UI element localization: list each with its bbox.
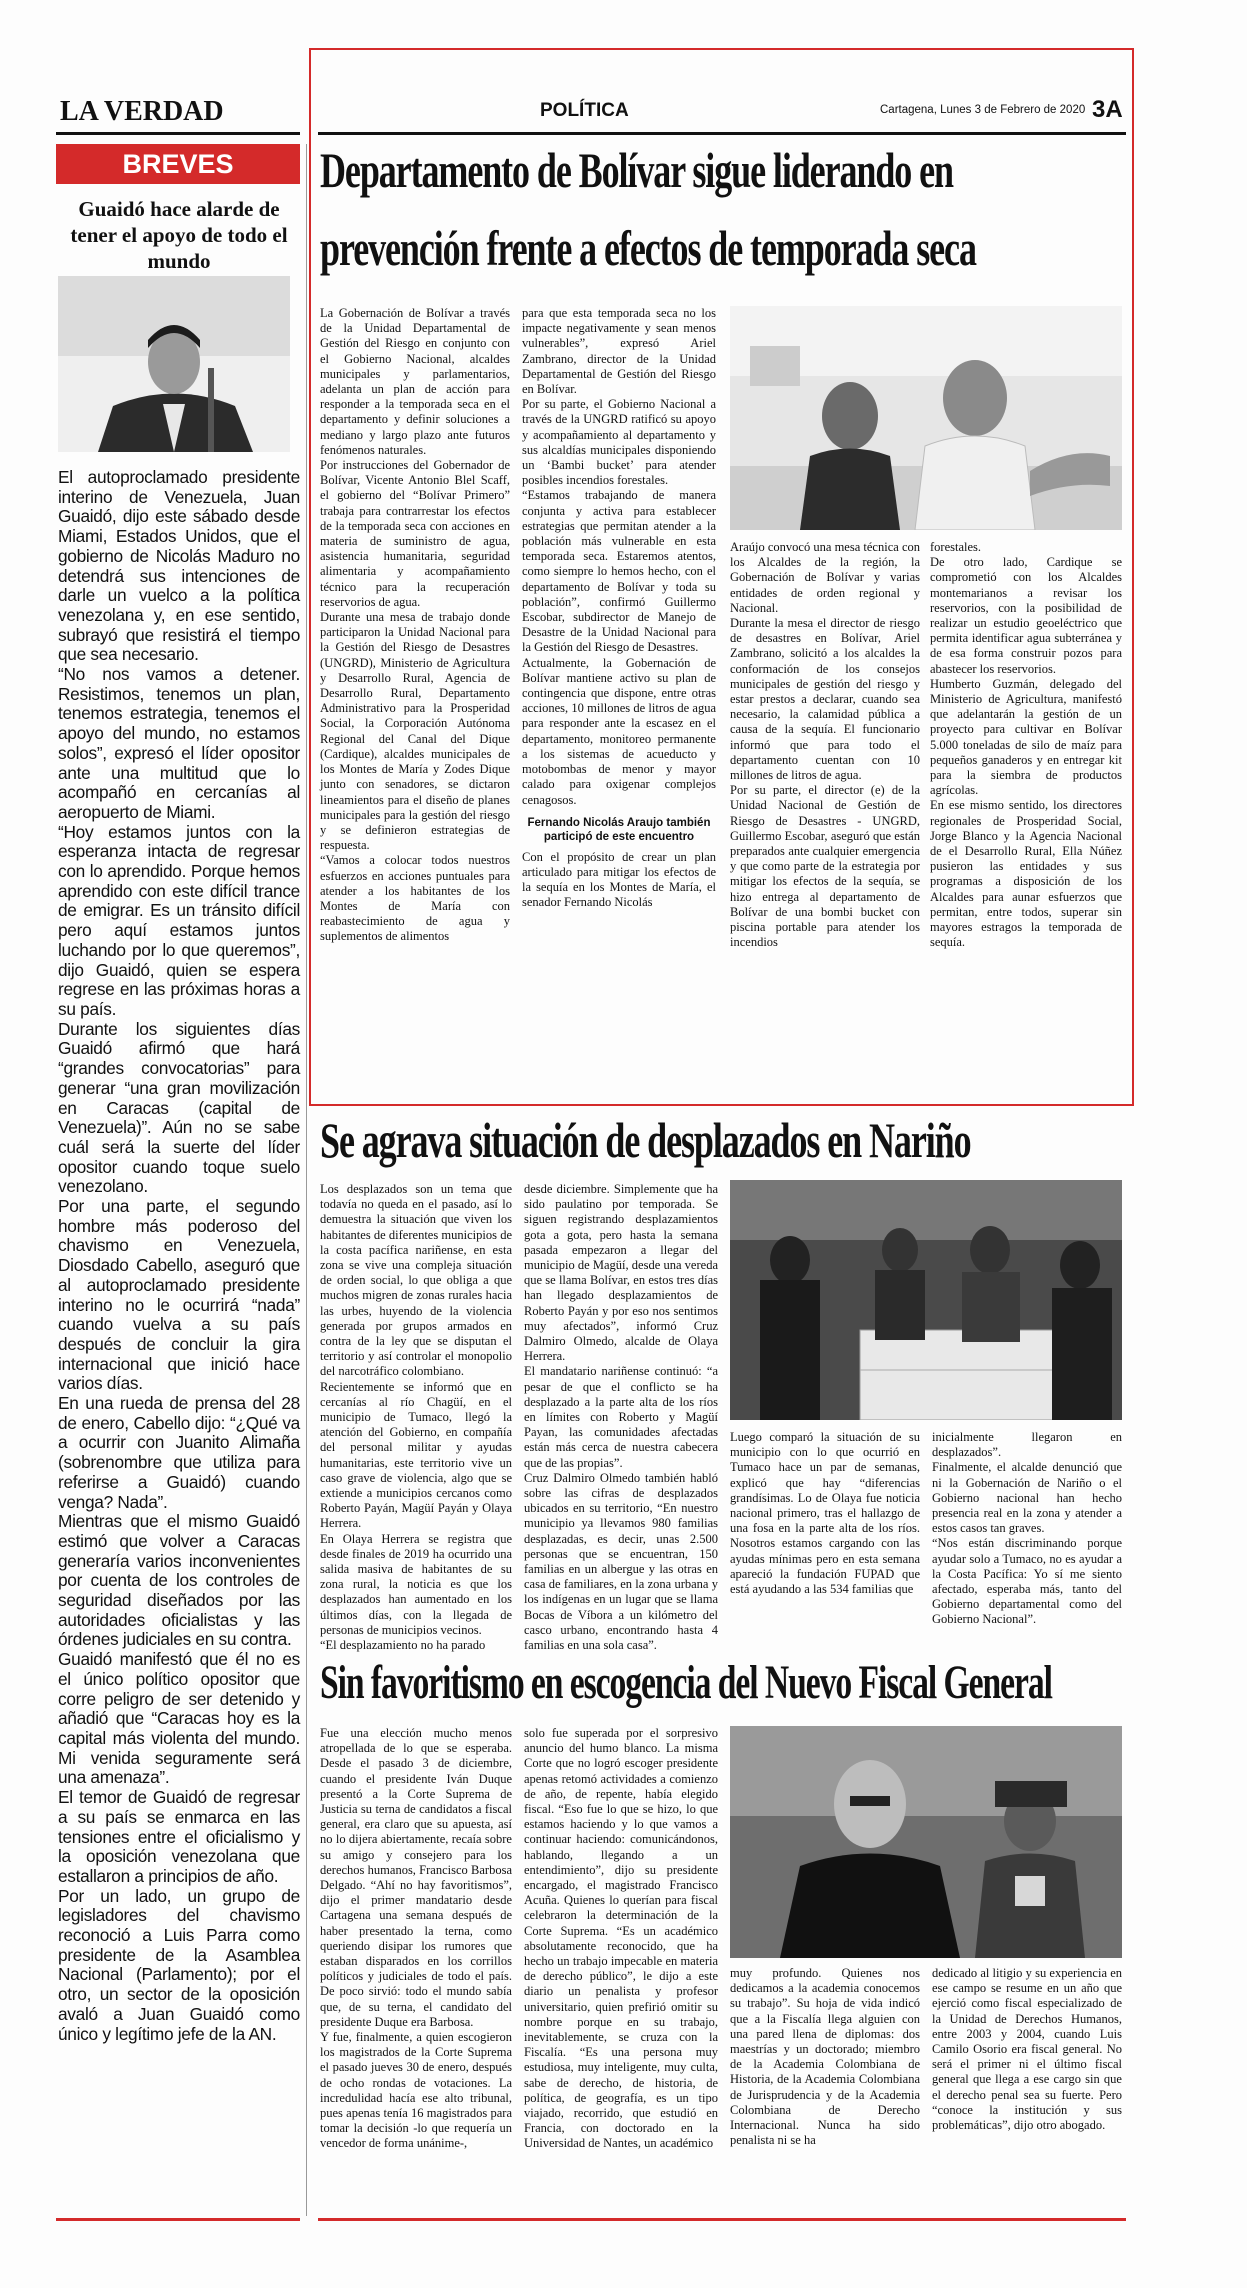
article2-paragraph: Los desplazados son un tema que todavía no queda en el pasado, así lo demuestra la situación que viven los habitantes de diferentes municipios de la costa pacífica nariñense, en esta zona se vive una compleja situación de orden social, lo que obliga a que muchos migren de zonas rurales hacia las urbes, huyendo de la violencia generada por grupos armados en contra de la ley que se disputan el territorio y así controlar el monopolio del narcotráfico colombiano.	[320, 1182, 512, 1379]
guaido-photo	[58, 276, 290, 452]
breves-headline: Guaidó hace alarde de tener el apoyo de todo el mundo	[70, 197, 288, 273]
meeting-photo	[730, 306, 1122, 530]
article3-paragraph: muy profundo. Quienes nos dedicamos a la academia conocemos su trabajo”. Su hoja de vida indicó que a la Fiscalía llega alguien con una pared llena de diplomas: dos maestrías y un doctorado; miembro de la Academia Colombiana de Historia, de la Academia Colombiana de Jurisprudencia y de la Academia Colombiana de Derecho Internacional. Nunca ha sido penalista ni se ha	[730, 1966, 920, 2148]
article3-col1	[320, 1726, 512, 2152]
article3-headline: Sin favoritismo en escogencia del Nuevo Fiscal General	[320, 1656, 1052, 1709]
article1-col1	[320, 306, 510, 945]
article1-paragraph: Durante la mesa el director de riesgo de desastres en Bolívar, Ariel Zambrano, solicitó a los alcaldes la conformación de los consejos municipales de gestión del riesgo y estar prestos a declarar, cuando sea necesario, la calamidad pública a causa de la sequía. El funcionario informó que para todo el departamento cuentan con 10 millones de litros de agua.	[730, 616, 920, 783]
article1-headline-line2: prevención frente a efectos de temporada seca	[320, 220, 976, 276]
displaced-photo	[730, 1180, 1122, 1420]
article2-paragraph: En Olaya Herrera se registra que desde finales de 2019 ha ocurrido una salida masiva de habitantes de su zona rural, la noticia es que los desplazados han aumentado en los últimos días, con la llegada de personas de municipios vecinos.	[320, 1531, 512, 1637]
article1-paragraph: Humberto Guzmán, delegado del Ministerio de Agricultura, manifestó que adelantarán la gestión de un proyecto para cultivar en Bolívar 5.000 toneladas de silo de maíz para pequeños ganaderos y en entregar kit para la siembra de productos agrícolas.	[930, 676, 1122, 798]
breves-bottom-rule	[56, 2218, 300, 2221]
article2-paragraph: Recientemente se informó que en cercanías al río Chagüí, en el municipio de Tumaco, llegó la atención del Gobierno, en compañía del personal militar y ayudas humanitarias, este territorio vive un caso grave de violencia, algo que se extiende a municipios cercanos como Roberto Payán, Magüí Payán y Olaya Herrera.	[320, 1379, 512, 1531]
paper-name: LA VERDAD	[60, 96, 224, 127]
article1-paragraph: Por su parte, el director (e) de la Unidad Nacional de Gestión de Riesgo de Desastres - UNGRD, Guillermo Escobar, aseguró que están preparados ante cualquier emergencia y que como parte de la estrategia por mitigar los efectos de la sequía, se hizo entrega al departamento de Bolívar de una bombi bucket con piscina portable para atender los incendios	[730, 783, 920, 950]
breves-paragraph: El temor de Guaidó de regresar a su país se enmarca en las tensiones entre el oficialismo y la oposición venezolana que estallaron a principios de año.	[58, 1787, 300, 1886]
article1-paragraph: Por instrucciones del Gobernador de Bolívar, Vicente Antonio Blel Scaff, el gobierno del “Bolívar Primero” trabaja para contrarrestar los efectos de la temporada seca con acciones en materia de suministro de agua, asistencia humanitaria, seguridad alimentaria y acompañamiento técnico para la recuperación reservorios de agua.	[320, 458, 510, 609]
article2-paragraph: “El desplazamiento no ha parado	[320, 1638, 486, 1653]
article2-paragraph: “Nos están discriminando porque ayudar solo a Tumaco, no es ayudar a la Costa Pacífica: Yo sí me siento afectado, esperaba más, tanto del Gobierno departamental como del Gobierno Nacional”.	[932, 1536, 1122, 1627]
breves-paragraph: El autoproclamado presidente interino de Venezuela, Juan Guaidó, dijo este sábado desde Miami, Estados Unidos, que el gobierno de Nicolás Maduro no detendrá sus intenciones de darle un vuelco a la política venezolana y, en ese sentido, subrayó que resistirá el tiempo que sea necesario.	[58, 467, 300, 665]
article1-col3	[730, 540, 920, 950]
page-number: 3A	[1092, 96, 1123, 123]
article2-paragraph: Cruz Dalmiro Olmedo también habló sobre las cifras de desplazados ubicados en su territorio, “En nuestro municipio ya llevamos 980 familias desplazadas, es decir, unas 2.500 personas que se encuentran, 150 familias en un albergue y las otras en casa de familiares, en la zona urbana y los indígenas en un lugar que se llama Bocas de Víbora a un kilómetro del casco urbano, encontrando hasta 4 familias en una sola casa”.	[524, 1470, 718, 1653]
article1-paragraph: En ese mismo sentido, los directores regionales de Prosperidad Social, Jorge Blanco y la Agencia Nacional de el Desarrollo Rural, Ella Núñez pusieron las entidades y sus programas a disposición de los Alcaldes para aunar esfuerzos que permitan, entre todos, superar sin mayores estragos la temporada de sequía.	[930, 798, 1122, 950]
breves-paragraph: Mientras que el mismo Guaidó estimó que volver a Caracas generaría varios inconvenientes por cuenta de los controles de seguridad diseñados por las autoridades oficialistas y las órdenes judiciales en su contra.	[58, 1511, 300, 1650]
article3-paragraph: solo fue superada por el sorpresivo anuncio del humo blanco. La misma Corte que no logró escoger presidente apenas retomó actividades a comienzo de año, de repente, había elegido fiscal. “Eso fue lo que se hizo, lo que estamos haciendo y lo que vamos a continuar haciendo: comunicándonos, hablando, llegando a un entendimiento”, dijo su presidente encargado, el magistrado Francisco Acuña. Quienes lo querían para fiscal celebraron la determinación de la Corte Suprema. “Es un académico absolutamente reconocido, que ha hecho un trabajo impecable en materia de derecho público”, le dijo a este diario un penalista y profesor universitario, quien prefirió omitir su nombre porque en su trabajo, inevitablemente, se cruza con la Fiscalía. “Es una persona muy estudiosa, muy inteligente, muy culta, sabe de derecho, de historia, de política, de geografía, es un tipo viajado, recorrido, que estudió en Francia, con doctorado en la Universidad de Nantes, un académico	[524, 1726, 718, 2151]
breves-label: BREVES	[56, 144, 300, 184]
article1-headline-line1: Departamento de Bolívar sigue liderando en	[320, 142, 953, 198]
article1-paragraph: para que esta temporada seca no los impacte negativamente y sean menos vulnerables”, expresó Ariel Zambrano, director de la Unidad Departamental de Gestión del Riesgo en Bolívar.	[522, 306, 716, 397]
article1-paragraph: Por su parte, el Gobierno Nacional a través de la UNGRD ratificó su apoyo y acompañamiento al departamento y sus alcaldías municipales disponiendo un ‘Bambi bucket’ para atender posibles incendios forestales.	[522, 397, 716, 488]
breves-paragraph: Por una parte, el segundo hombre más poderoso del chavismo en Venezuela, Diosdado Cabello, aseguró que al autoproclamado presidente interino no le ocurrirá “nada” cuando vuelva a su país después de concluir la gira internacional que inició hace varios días.	[58, 1196, 300, 1394]
section-label: POLÍTICA	[540, 100, 629, 121]
column-divider	[306, 144, 307, 2216]
masthead-rule-left	[56, 132, 300, 135]
breves-body	[58, 468, 300, 2044]
article2-paragraph: Finalmente, el alcalde denunció que ni la Gobernación de Nariño o el Gobierno nacional han hecho presencia real en la zona y atender a estos casos tan graves.	[932, 1460, 1122, 1536]
page-date: Cartagena, Lunes 3 de Febrero de 2020	[880, 104, 1086, 116]
breves-paragraph: En una rueda de prensa del 28 de enero, Cabello dijo: “¿Qué va a ocurrir con Juanito Alimaña (sobrenombre que utiliza para referirse a Guaidó) cuando venga? Nada”.	[58, 1393, 300, 1512]
article3-paragraph: dedicado al litigio y su experiencia en ese campo se resume en un año que ejerció como fiscal especializado de la Unidad de Derechos Humanos, entre 2003 y 2004, cuando Luis Camilo Osorio era fiscal general. No será el primer ni el último fiscal general que llega a ese cargo sin que el derecho penal sea su fuerte. Pero “conoce la institución y sus problemáticas”, dijo otro abogado.	[932, 1966, 1122, 2133]
article1-paragraph: De otro lado, Cardique se comprometió con los Alcaldes montemarianos a revisar los reservorios, con la posibilidad de realizar un estudio geoeléctrico que permita identificar agua subterránea y de esa forma construir pozos para abastecer los reservorios.	[930, 555, 1122, 676]
article1-paragraph: Durante una mesa de trabajo donde participaron la Unidad Nacional para la Gestión del Riesgo de Desastres (UNGRD), Ministerio de Agricultura y Desarrollo Rural, Agencia de Desarrollo Rural, Departamento Administrativo para la Prosperidad Social, la Corporación Autónoma Regional del Canal del Dique (Cardique), alcaldes municipales de los Montes de María y Zodes Dique junto con senadores, se dictaron lineamientos para el diseño de planes municipales para la gestión del riesgo y se definieron estrategias de respuesta.	[320, 610, 510, 853]
article1-col2	[522, 306, 716, 911]
article1-paragraph: forestales.	[930, 540, 982, 554]
article1-col4	[930, 540, 1122, 950]
article2-col2	[524, 1182, 718, 1653]
article2-paragraph: desde diciembre. Simplemente que ha sido paulatino por temporada. Se siguen registrando desplazamientos gota a gota, pero hasta la semana pasada empezaron a llegar del municipio de Magüí, desde una vereda que se llama Bolívar, en estos tres días han llegado desplazamientos de Roberto Payán y por eso nos sentimos muy afectados”, informó Cruz Dalmiro Olmedo, alcalde de Olaya Herrera.	[524, 1182, 718, 1364]
article3-col3	[730, 1966, 920, 2148]
article2-col3	[730, 1430, 920, 1597]
article3-col2	[524, 1726, 718, 2152]
article2-col1	[320, 1182, 512, 1653]
fiscal-photo	[730, 1726, 1122, 1958]
breves-paragraph: Guaidó manifestó que él no es el único político opositor que corre peligro de ser detenido y añadió que “Caracas hoy es la capital más violenta del mundo. Mi venida seguramente será una amenaza”.	[58, 1649, 300, 1788]
article2-paragraph: El mandatario nariñense continuó: “a pesar de que el conflicto se ha desplazado a la parte alta de los ríos en límites con Roberto y Magüí Payan, las comunidades afectadas están más cerca de nuestra cabecera que de las propias”.	[524, 1364, 718, 1470]
article1-paragraph: Araújo convocó una mesa técnica con los Alcaldes de la región, la Gobernación de Bolívar y varias entidades de orden regional y Nacional.	[730, 540, 920, 615]
article3-paragraph: Y fue, finalmente, a quien escogieron los magistrados de la Corte Suprema el pasado jueves 30 de enero, después de ocho rondas de votaciones. La incredulidad hacía ese alto tribunal, pues apenas tenía 16 magistrados para tomar la decisión -lo que requería un vencedor de forma unánime-,	[320, 2030, 512, 2151]
page-bottom-rule	[318, 2218, 1126, 2221]
article3-paragraph: Fue una elección mucho menos atropellada de lo que se esperaba. Desde el pasado 3 de diciembre, cuando el presidente Iván Duque presentó a la Corte Suprema de Justicia su terna de candidatos a fiscal general, era claro que su apuesta, así no lo dijera abiertamente, recaía sobre su amigo y consejero para los derechos humanos, Francisco Barbosa Delgado. “Ahí no hay favoritismos”, dijo el primer mandatario desde Cartagena una semana después de haber presentado la terna, como queriendo disipar los rumores que estaban disparados en los corrillos políticos y judiciales de todo el país. De poco sirvió: todo el mundo sabía que, de su terna, el candidato del presidente Duque era Barbosa.	[320, 1726, 512, 2029]
article1-paragraph: Con el propósito de crear un plan articulado para mitigar los efectos de la sequía en los Montes de María, el senador Fernando Nicolás	[522, 849, 716, 910]
article2-headline: Se agrava situación de desplazados en Nariño	[320, 1112, 971, 1168]
article3-col4	[932, 1966, 1122, 2133]
article2-paragraph: inicialmente llegaron en desplazados”.	[932, 1430, 1122, 1460]
article1-paragraph: Actualmente, la Gobernación de Bolívar mantiene activo su plan de contingencia que dispone, entre otras acciones, 10 millones de litros de agua para responder ante la escasez en el departamento, monitoreo permanente a los sistemas de acueducto y motobombas de menor y mayor calado para oxigenar complejos cenagosos.	[522, 655, 716, 807]
breves-paragraph: “No nos vamos a detener. Resistimos, tenemos un plan, tenemos estrategia, tenemos el apoyo del mundo, no estamos solos”, expresó el líder opositor ante una multitud que lo acompañó en cercanías al aeropuerto de Miami.	[58, 664, 300, 822]
article2-paragraph: Luego comparó la situación de su municipio con lo que ocurrió en Tumaco hace un par de semanas, explicó que hay “diferencias grandísimas. Lo de Olaya fue noticia nacional primero, tras el hallazgo de una fosa en la parte alta de los ríos. Nosotros estamos cargando con las ayudas mínimas pero en esta semana apareció la fundación FUPAD que está ayudando a las 534 familias que	[730, 1430, 920, 1597]
article2-col4	[932, 1430, 1122, 1628]
article1-paragraph: “Vamos a colocar todos nuestros esfuerzos en acciones puntuales para atender a los habitantes de los Montes de María con reabastecimiento de agua y suplementos de alimentos	[320, 853, 510, 944]
article1-paragraph: “Estamos trabajando de manera conjunta y activa para establecer estrategias que permitan atender a la población más vulnerable en esta temporada seca. Estaremos atentos, como siempre lo hemos hecho, con el departamento de Bolívar y toda su población”, confirmó Guillermo Escobar, subdirector de Manejo de Desastre de la Unidad Nacional para la Gestión del Riesgo de Desastres.	[522, 488, 716, 655]
article1-subhead: Fernando Nicolás Araujo también participó de este encuentro	[527, 816, 711, 843]
breves-paragraph: “Hoy estamos juntos con la esperanza intacta de regresar con lo aprendido. Porque hemos aprendido con este difícil trance de emigrar. Es un tránsito difícil pero aquí estamos juntos luchando por lo que queremos”, dijo Guaidó, quien se espera regrese en las próximas horas a su país.	[58, 821, 300, 1019]
breves-paragraph: Durante los siguientes días Guaidó afirmó que hará “grandes convocatorias” para generar “una gran movilización en Caracas (capital de Venezuela)”. Aún no se sabe cuál será la suerte del líder opositor cuando toque suelo venezolano.	[58, 1018, 300, 1197]
article1-paragraph: La Gobernación de Bolívar a través de la Unidad Departamental de Gestión del Riesgo en conjunto con el Gobierno Nacional, alcaldes municipales y parlamentarios, adelanta un plan de acción para responder a la temporada seca en el departamento y definir soluciones a mediano y largo plazo ante futuros fenómenos naturales.	[320, 306, 510, 457]
breves-paragraph: Por un lado, un grupo de legisladores del chavismo reconoció a Luis Parra como presidente de la Asamblea Nacional (Parlamento); por el otro, un sector de la oposición avaló a Juan Guaidó como único y legítimo jefe de la AN.	[58, 1885, 300, 2044]
